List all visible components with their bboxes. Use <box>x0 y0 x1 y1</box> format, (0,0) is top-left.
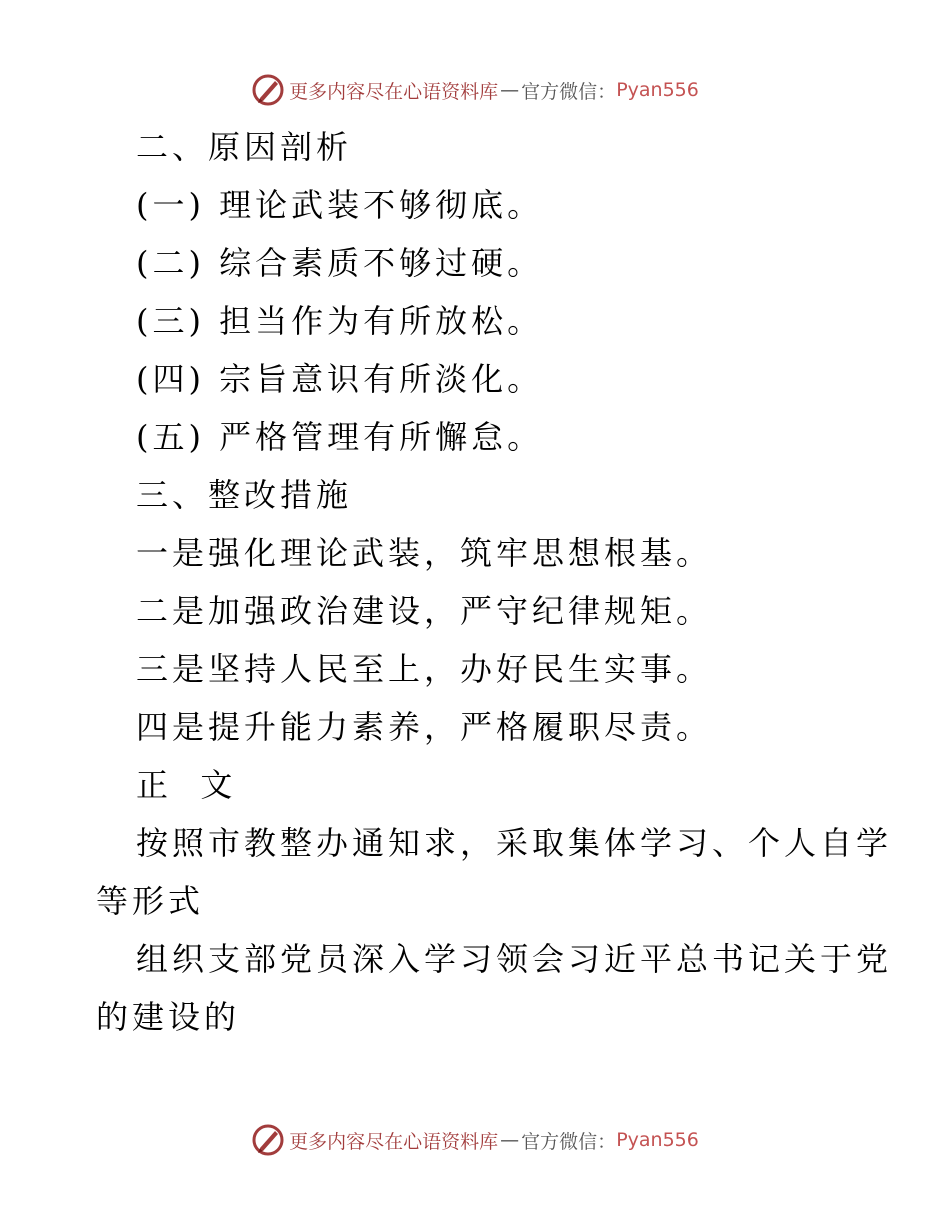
watermark-separator: — <box>500 79 520 101</box>
measures-item: 一是强化理论武装，筑牢思想根基。 <box>136 534 713 572</box>
pen-logo-icon <box>251 73 285 107</box>
watermark-main-text: 更多内容尽在心语资料库 <box>289 80 499 103</box>
paragraph-line: 等形式 <box>96 882 205 920</box>
analysis-item: (三) 担当作为有所放松。 <box>136 302 544 340</box>
watermark-handle: Pyan556 <box>616 79 699 101</box>
measures-item: 二是加强政治建设，严守纪律规矩。 <box>136 592 713 630</box>
paragraph-2 <box>96 930 893 1046</box>
body-heading: 正 文 <box>136 766 237 804</box>
watermark-banner-bottom <box>0 1120 950 1160</box>
analysis-item: (二) 综合素质不够过硬。 <box>136 244 544 282</box>
paragraph-1 <box>96 814 893 930</box>
watermark-main-text: 更多内容尽在心语资料库 <box>289 1130 499 1153</box>
pen-logo-icon <box>251 1123 285 1157</box>
paragraph-line: 组织支部党员深入学习领会习近平总书记关于党 <box>136 940 893 978</box>
measures-item: 三是坚持人民至上，办好民生实事。 <box>136 650 713 688</box>
analysis-item: (四) 宗旨意识有所淡化。 <box>136 360 544 398</box>
watermark-handle: Pyan556 <box>616 1129 699 1151</box>
measures-heading: 三、整改措施 <box>136 476 353 514</box>
analysis-heading: 二、原因剖析 <box>136 128 353 166</box>
analysis-item: (五) 严格管理有所懈怠。 <box>136 418 544 456</box>
measures-item: 四是提升能力素养，严格履职尽责。 <box>136 708 713 746</box>
watermark-banner-top <box>0 70 950 110</box>
analysis-item: (一) 理论武装不够彻底。 <box>136 186 544 224</box>
watermark-wechat-label: 官方微信： <box>521 80 617 103</box>
paragraph-line: 按照市教整办通知求，采取集体学习、个人自学 <box>136 824 893 862</box>
watermark-wechat-label: 官方微信： <box>521 1130 617 1153</box>
watermark-separator: — <box>500 1129 520 1151</box>
document-body <box>96 118 893 1046</box>
paragraph-line: 的建设的 <box>96 998 241 1036</box>
